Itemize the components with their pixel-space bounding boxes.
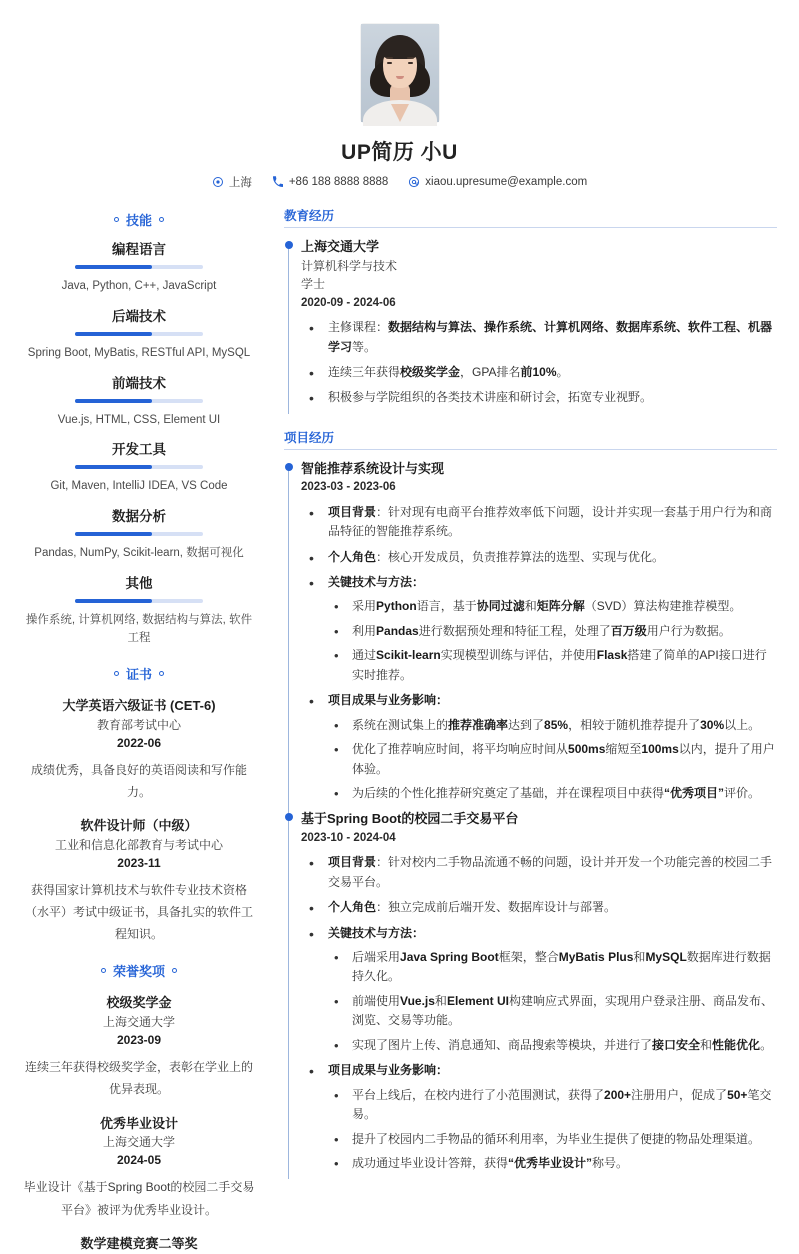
contact-list (22, 174, 777, 190)
entry-title: 校级奖学金 (106, 995, 172, 1011)
avatar (361, 24, 439, 122)
skill-items: Java, Python, C++, JavaScript (61, 280, 217, 292)
project-bullets (301, 853, 777, 1173)
contact-email (408, 176, 587, 188)
project-tech-list (328, 948, 777, 1055)
entry-title: 优秀毕业设计 (99, 1115, 178, 1131)
contact-location (212, 174, 252, 190)
skills-list (22, 238, 256, 648)
entry-issuer: 上海交通大学 (102, 1015, 175, 1030)
skill-bar-track (75, 532, 203, 536)
contact-phone-value: +86 188 8888 8888 (288, 176, 389, 188)
project-tech: • 关键技术与方法： • 后端采用Java Spring Boot框架，整合MyBatis Plus和MySQL数据库进行数据持久化。 • 前端使用Vue.js和Element UI构建响应式界面，实现用户登录注册、商品发布、浏览、交易等功能。 • 实现了图片上传、消息通知、商品搜索等模块，并进行了接口安全和性能优化。 (301, 924, 777, 1056)
bullet-ring-icon (114, 671, 119, 676)
sidebar-heading-certificates-label: 证书 (125, 666, 152, 682)
skill-name: 其他 (125, 576, 153, 592)
skill-name: 后端技术 (112, 308, 166, 324)
entry-description: 连续三年获得校级奖学金，表彰在学业上的优异表现。 (24, 1060, 253, 1097)
skill-bar-fill (75, 532, 152, 536)
honors-list (22, 994, 256, 1253)
project-sub-bullet: • 后端采用Java Spring Boot框架，整合MyBatis Plus和MySQL数据库进行数据持久化。 (328, 948, 777, 987)
skill-bar-track (75, 265, 203, 269)
skill-bar-fill (75, 465, 152, 469)
skill-item (22, 372, 256, 430)
project-role: • 个人角色：核心开发成员，负责推荐算法的选型、实现与优化。 (301, 548, 777, 567)
education-date: 2020-09 - 2024-06 (301, 296, 396, 309)
entry-title: 软件设计师（中级） (80, 817, 198, 833)
contact-location-value: 上海 (228, 177, 252, 189)
project-bullets (301, 503, 777, 804)
project-sub-bullet: • 前端使用Vue.js和Element UI构建响应式界面，实现用户登录注册、商品发布、浏览、交易等功能。 (328, 992, 777, 1031)
sidebar-heading-skills (22, 210, 256, 229)
skill-bar-track (75, 332, 203, 336)
project-role: • 个人角色：独立完成前后端开发、数据库设计与部署。 (301, 898, 777, 917)
skill-items: Vue.js, HTML, CSS, Element UI (57, 413, 221, 426)
degree: 学士 (301, 277, 326, 292)
education-bullet: • 积极参与学院组织的各类技术讲座和研讨会，拓宽专业视野。 (301, 388, 777, 407)
honor-item (22, 1235, 256, 1254)
skill-bar-track (75, 465, 203, 469)
section-heading-projects: 项目经历 (284, 428, 777, 450)
entry-date: 2022-06 (116, 735, 162, 750)
entry-description: 获得国家计算机技术与软件专业技术资格（水平）考试中级证书，具备扎实的软件工程知识。 (24, 882, 253, 942)
project-title: 智能推荐系统设计与实现 (301, 460, 445, 476)
certificate-item (22, 817, 256, 945)
project-sub-bullet: • 利用Pandas进行数据预处理和特征工程，处理了百万级用户行为数据。 (328, 622, 777, 641)
education-bullet: • 连续三年获得校级奖学金，GPA排名前10%。 (301, 363, 777, 382)
school-name: 上海交通大学 (301, 239, 380, 254)
entry-description: 毕业设计《基于Spring Boot的校园二手交易平台》被评为优秀毕业设计。 (23, 1180, 255, 1217)
bullet-ring-icon (114, 217, 119, 222)
certificate-item (22, 697, 256, 803)
project-sub-bullet: • 实现了图片上传、消息通知、商品搜索等模块，并进行了接口安全和性能优化。 (328, 1036, 777, 1055)
sidebar (22, 206, 270, 1254)
honor-item (22, 1115, 256, 1221)
project-sub-bullet: • 采用Python语言，基于协同过滤和矩阵分解（SVD）算法构建推荐模型。 (328, 597, 777, 616)
sidebar-heading-honors-label: 荣誉奖项 (112, 964, 165, 980)
certificates-list (22, 697, 256, 946)
entry-description: 成绩优秀，具备良好的英语阅读和写作能力。 (30, 762, 247, 799)
entry-date: 2023-09 (116, 1033, 162, 1048)
entry-issuer: 教育部考试中心 (96, 717, 181, 732)
page-title: UP简历 小U (341, 141, 458, 164)
skill-item (22, 238, 256, 296)
projects-timeline (284, 459, 777, 1180)
project-sub-bullet: • 提升了校园内二手物品的循环利用率，为毕业生提供了便捷的物品处理渠道。 (328, 1130, 777, 1149)
skill-items: Git, Maven, IntelliJ IDEA, VS Code (50, 480, 228, 493)
skill-name: 编程语言 (112, 242, 166, 257)
skill-item (22, 572, 256, 648)
project-impact: • 项目成果与业务影响： • 平台上线后，在校内进行了小范围测试，获得了200+注册用户，促成了50+笔交易。 • 提升了校园内二手物品的循环利用率，为毕业生提供了便捷的物品处理渠道。 • 成功通过毕业设计答辩，获得“优秀毕业设计”称号。 (301, 1061, 777, 1173)
project-date: 2023-10 - 2024-04 (301, 831, 396, 844)
skill-name: 前端技术 (112, 375, 166, 391)
bullet-ring-icon (159, 217, 164, 222)
project-item (301, 809, 777, 1179)
project-sub-bullet: • 为后续的个性化推荐研究奠定了基础，并在课程项目中获得“优秀项目”评价。 (328, 784, 777, 803)
avatar-mouth (396, 76, 404, 79)
project-impact-list (328, 1086, 777, 1174)
avatar-collar (391, 104, 409, 122)
project-item (301, 459, 777, 810)
skill-name: 开发工具 (112, 442, 166, 458)
project-impact-list (328, 716, 777, 804)
entry-title: 大学英语六级证书 (CET-6) (62, 697, 216, 713)
skill-bar-fill (75, 332, 152, 336)
bullet-ring-icon (101, 968, 106, 973)
project-sub-bullet: • 成功通过毕业设计答辩，获得“优秀毕业设计”称号。 (328, 1154, 777, 1173)
contact-phone (272, 176, 388, 188)
sidebar-heading-honors (22, 961, 256, 980)
education-bullet: • 主修课程：数据结构与算法、操作系统、计算机网络、数据库系统、软件工程、机器学习等。 (301, 318, 777, 357)
location-icon (212, 176, 224, 188)
project-background: • 项目背景：针对现有电商平台推荐效率低下问题，设计并实现一套基于用户行为和商品特征的智能推荐系统。 (301, 503, 777, 542)
skill-bar-fill (75, 599, 152, 603)
skill-item (22, 505, 256, 563)
skill-bar-fill (75, 265, 152, 269)
skill-item (22, 305, 256, 363)
main-content (270, 206, 777, 1179)
skill-bar-track (75, 599, 203, 603)
phone-icon (272, 176, 284, 188)
education-timeline (284, 237, 777, 414)
section-heading-education: 教育经历 (284, 206, 777, 228)
resume-body (22, 206, 777, 1254)
sidebar-heading-certificates (22, 664, 256, 683)
entry-date: 2023-11 (117, 855, 161, 870)
entry-issuer: 上海交通大学 (102, 1135, 175, 1150)
skill-items: Spring Boot, MyBatis, RESTful API, MySQL (27, 346, 251, 359)
project-impact: • 项目成果与业务影响： • 系统在测试集上的推荐准确率达到了85%，相较于随机推荐提升了30%以上。 • 优化了推荐响应时间，将平均响应时间从500ms缩短至100ms以内，提升了用户体验。 • 为后续的个性化推荐研究奠定了基础，并在课程项目中获得“优秀项目”评价。 (301, 691, 777, 803)
education-item (301, 237, 777, 414)
entry-date: 2024-05 (116, 1153, 162, 1168)
project-sub-bullet: • 系统在测试集上的推荐准确率达到了85%，相较于随机推荐提升了30%以上。 (328, 716, 777, 735)
project-tech: • 关键技术与方法： • 采用Python语言，基于协同过滤和矩阵分解（SVD）算法构建推荐模型。 • 利用Pandas进行数据预处理和特征工程，处理了百万级用户行为数据。 • 通过Scikit-learn实现模型训练与评估，并使用Flask搭建了简单的API接口进行实时推荐。 (301, 573, 777, 685)
project-title: 基于Spring Boot的校园二手交易平台 (301, 811, 519, 827)
skill-item (22, 438, 256, 496)
avatar-brow-right (407, 57, 414, 59)
resume-header (22, 18, 777, 190)
skill-items: 操作系统, 计算机网络, 数据结构与算法, 软件工程 (25, 614, 253, 644)
major: 计算机科学与技术 (301, 258, 398, 273)
project-sub-bullet: • 通过Scikit-learn实现模型训练与评估，并使用Flask搭建了简单的API接口进行实时推荐。 (328, 646, 777, 685)
skill-bar-fill (75, 399, 152, 403)
avatar-brow-left (386, 57, 393, 59)
entry-issuer: 工业和信息化部教育与考试中心 (54, 837, 223, 852)
entry-title: 数学建模竞赛二等奖 (80, 1235, 198, 1251)
skill-items: Pandas, NumPy, Scikit-learn, 数据可视化 (34, 547, 244, 560)
project-background: • 项目背景：针对校内二手物品流通不畅的问题，设计并开发一个功能完善的校园二手交易平台。 (301, 853, 777, 892)
project-sub-bullet: • 平台上线后，在校内进行了小范围测试，获得了200+注册用户，促成了50+笔交易。 (328, 1086, 777, 1125)
education-bullets (301, 318, 777, 408)
project-date: 2023-03 - 2023-06 (301, 481, 396, 494)
skill-bar-track (75, 399, 203, 403)
bullet-ring-icon (172, 968, 177, 973)
contact-email-value: xiaou.upresume@example.com (425, 176, 588, 188)
project-tech-list (328, 597, 777, 685)
project-sub-bullet: • 优化了推荐响应时间，将平均响应时间从500ms缩短至100ms以内，提升了用户体验。 (328, 740, 777, 779)
bullet-ring-icon (159, 671, 164, 676)
sidebar-heading-skills-label: 技能 (125, 213, 152, 228)
skill-name: 数据分析 (112, 509, 166, 525)
email-icon (408, 176, 420, 188)
honor-item (22, 994, 256, 1100)
